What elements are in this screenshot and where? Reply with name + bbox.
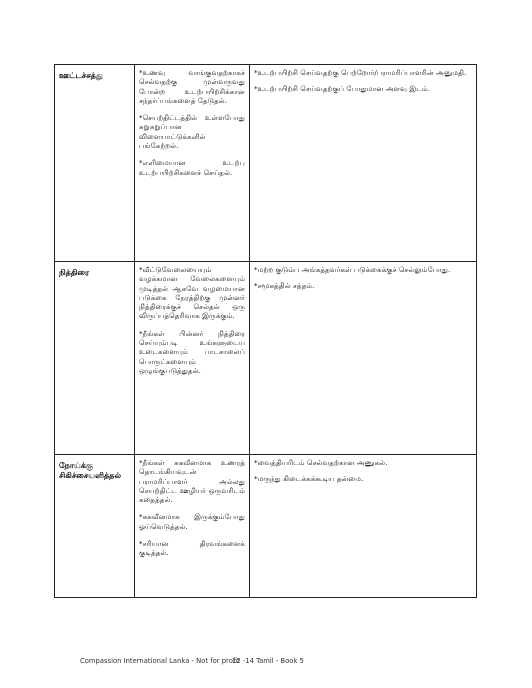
needs-cell (135, 455, 250, 598)
category-label: ஊட்டச்சத்து (59, 71, 103, 80)
needs-item: *சரியான திரவங்களைக் குடித்தல். (139, 539, 245, 558)
needs-item: *நீங்கள் சுகவீனமாக உணரத் தொடங்கியவுடன் பராமரிப்பாளர் அல்லது செயற்திட்ட ஊழியர் ஒருவரிடம் கதைத்தல். (139, 458, 245, 505)
category-cell (55, 65, 135, 262)
needs-cell (135, 262, 250, 455)
table-row-illness (55, 455, 477, 598)
barrier-item: *மற்ற குடும்ப அங்கத்தவர்கள் படுக்கைக்குச் செல்லும்போது. (254, 265, 451, 274)
needs-item: *உணவு வாங்குவதற்காகச் செல்வதற்கு முன்வருவது போன்ற உடற்பயிற்சிக்கான சந்தர்ப்பங்களைத் தேடுதல். (139, 68, 245, 105)
barriers-cell (250, 262, 477, 455)
barrier-item: *சமூகத்தில் சத்தம். (254, 281, 315, 291)
barriers-cell (250, 455, 477, 598)
barrier-item: *மருந்து கிடைக்கக்கூடிய தன்மை. (254, 474, 364, 484)
table-row-sleep (55, 262, 477, 455)
footer-organization: Compassion International Lanka - Not for profit (80, 657, 240, 665)
needs-cell (135, 65, 250, 262)
barrier-item: *உடற்பயிற்சி செய்வதற்கு பெற்றோர்/பராமரிப்பாளரின் அனுமதி. (254, 68, 467, 77)
table-row-nutrition (55, 65, 477, 262)
needs-item: *எளிமையான உடற்பு உடற்பயிற்சிகளைச் செய்தல். (139, 158, 245, 177)
activity-table (54, 64, 477, 598)
needs-item: *நீங்கள் பின்னர் நித்திரை செய்யும்படி உங்களுடைய உடைகளையும் பாடசாலைப் பொருட்களையும் ஒழுங்குபடுத்துதல். (139, 328, 245, 375)
barrier-item: *வைத்தியரிடம் செல்வதற்கான அணுகல். (254, 458, 388, 467)
needs-item: *வீட்டுவேலையையும் வழக்கமான வேலைகளையும் முடித்தல் ஆகவே வழமையான படுக்கை நேரத்திற்கு முன்னர் நித்திரைக்குச் செல்தல் ஒரு விருப்பத்தெரிவாக இருக்கும். (139, 265, 245, 321)
needs-item: *செயற்திட்டத்தில் உள்ளபோது சுறுசுறுப்பான விளையாட்டுக்களில் பங்கேற்றல். (139, 113, 245, 151)
needs-item: *சுகவீனமாக இருக்கும்போது ஓய்வெடுத்தல். (139, 512, 245, 531)
barriers-cell (250, 65, 477, 262)
category-label: நோய்க்கு சிகிச்சையளித்தல் (59, 461, 122, 480)
category-label: நித்திரை (59, 268, 90, 277)
category-cell (55, 262, 135, 455)
category-cell (55, 455, 135, 598)
footer-book-info: 12 -14 Tamil - Book 5 (232, 657, 304, 665)
barrier-item: *உடற்பயிற்சி செய்வதற்குப் போதுமான அளவு இடம். (254, 84, 431, 94)
